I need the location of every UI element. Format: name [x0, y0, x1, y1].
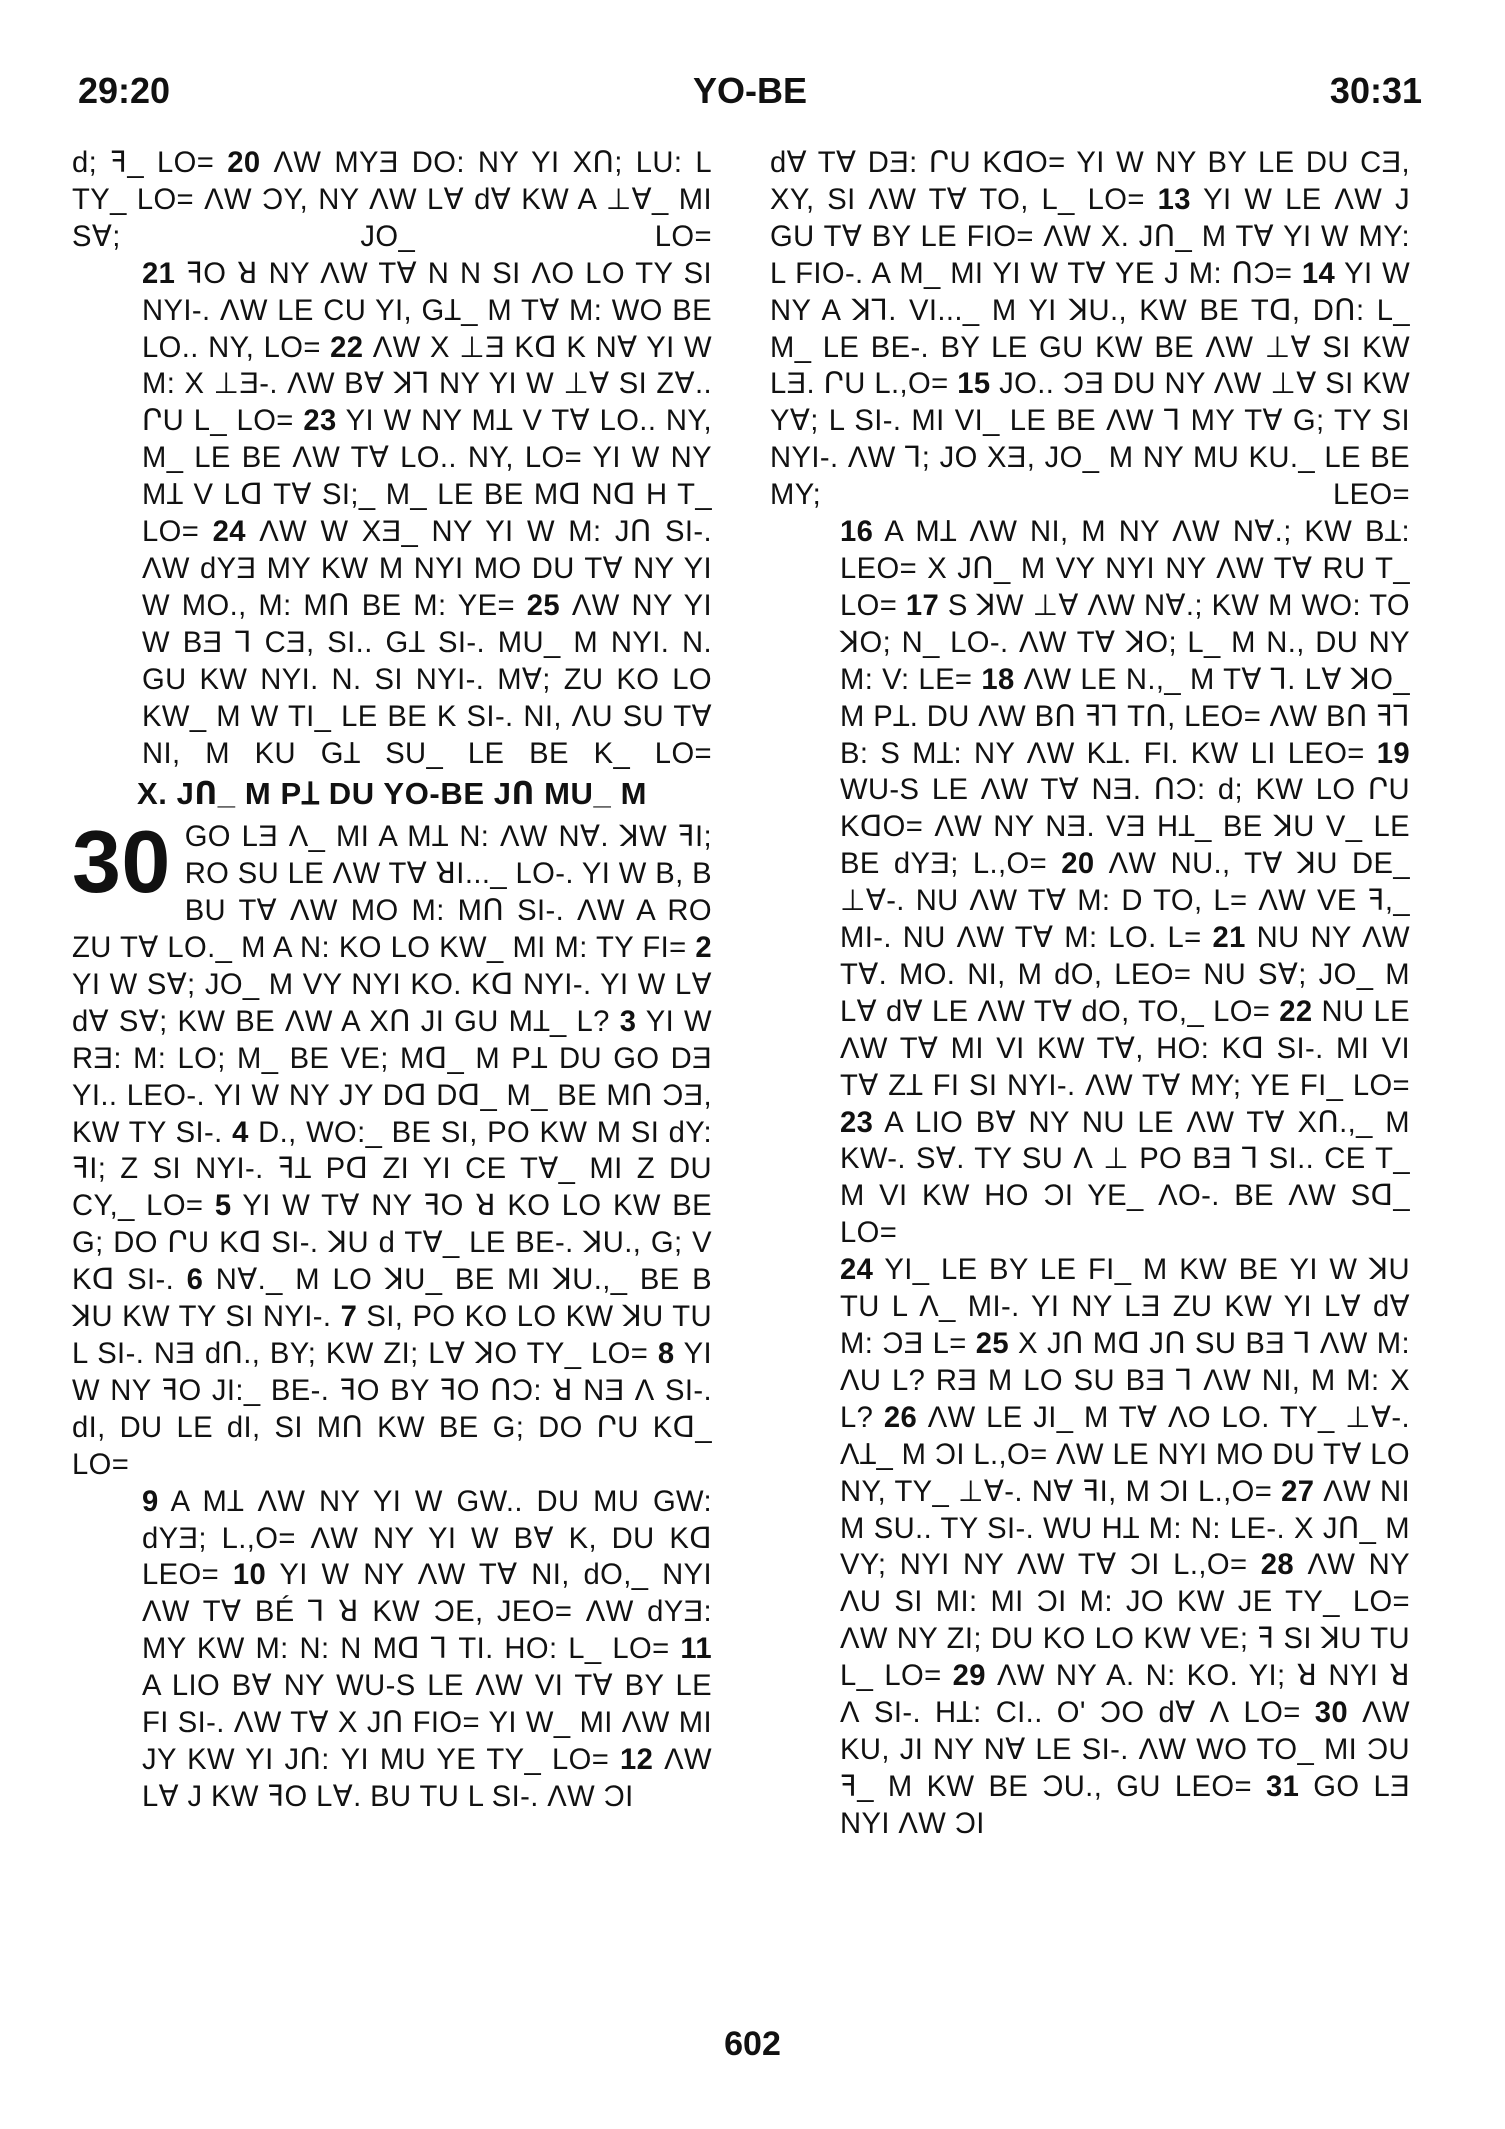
paragraph: [72, 256, 712, 773]
header-left-reference: 29:20: [78, 70, 171, 111]
verse-text: YI W NY ꟻO JI:_ BE-. ꟻO BY ꟻO ՈƆ: ꓤ NƎ Ʌ SI-. dI, DU LE dI, SI MՈ KW BE G; DO ՐU Kꓷ_ LO=: [72, 1338, 712, 1481]
verse-text: ɅW NY YI W BƎ ꓶ CƎ, SI.. GꞱ SI-. MU_ M NYI. N. GU KW NYI. N. SI NYI-. MⱯ; ZU KO LO KW_ M W TI_ LE BE K SI-. NI, ɅU SU TⱯ NI, M KU GꞱ SU_ LE BE K_ LO=: [142, 589, 712, 770]
chapter-number: 30: [72, 812, 171, 912]
right-column: [770, 145, 1410, 1843]
verse-number: 27: [1281, 1475, 1315, 1508]
verse-number: 18: [981, 663, 1015, 696]
left-column: [72, 145, 712, 1816]
verse-number: 11: [680, 1633, 712, 1666]
verse-text: ɅW W XƎ_ NY YI W M: JՈ SI-. ɅW dYƎ MY KW M NYI MO DU TⱯ NY YI W MO., M: MՈ BE M: YE=: [142, 516, 713, 622]
paragraph: [770, 145, 1410, 514]
header-book-title: YO-BE: [692, 70, 807, 111]
verse-number: 20: [227, 147, 261, 179]
paragraph: [72, 1484, 712, 1816]
verse-text: GO LƎ Ʌ_ MI A MꞱ N: ɅW NⱯ. ꓘW ꟻI; RO SU LE ɅW TⱯ ꓤI..._ LO-. YI W B, B BU TⱯ ɅW MO M: MՈ SI-. ɅW A RO ZU TⱯ LO._ M A N: KO LO KW_ MI M: TY FI=: [72, 821, 712, 965]
verse-text: YI W LE ɅW J GU TⱯ BY LE FIO= ɅW X. JՈ_ M TⱯ YI W MY: L FIO-. A M_ MI YI W TⱯ YE J M: ՈƆ=: [770, 183, 1411, 290]
verse-text: ɅW LE JI_ M TⱯ ɅO LO. TY_ ⊥Ɐ-. ɅꞱ_ M ƆI L.,O= ɅW LE NYI MO DU TⱯ LO NY, TY_ ⊥Ɐ-. NⱯ ꟻI, M ƆI L.,O=: [840, 1401, 1410, 1508]
verse-text: ꟻO ꓤ NY ɅW TⱯ N N SI ɅO LO TY SI NYI-. ɅW LE CU YI, GꞱ_ M TⱯ M: WO BE LO.. NY, LO=: [142, 257, 712, 364]
verse-number: 22: [330, 331, 364, 364]
verse-text: D., WO:_ BE SI, PO KW M SI dY: ꟻI; Z SI NYI-. ꟻꞱ Pꓷ ZI YI CE TⱯ_ MI Z DU CY,_ LO=: [72, 1116, 713, 1223]
verse-number: 30: [1314, 1697, 1349, 1730]
verse-text: ɅW KU, JI NY NⱯ LE SI-. ɅW WO TO_ MI ƆU ꟻ_ M KW BE ƆU., GU LEO=: [840, 1697, 1410, 1803]
verse-text: ɅW LⱯ J KW ꟻO LⱯ. BU TU L SI-. ɅW ƆI: [142, 1743, 712, 1813]
verse-number: 19: [1376, 737, 1410, 770]
paragraph: [770, 1252, 1410, 1843]
verse-text: NU LE ɅW TⱯ MI VI KW TⱯ, HO: Kꓷ SI-. MI VI TⱯ ZꞱ FI SI NYI-. ɅW TⱯ MY; YE FI_ LO=: [840, 995, 1410, 1102]
paragraph: [72, 812, 713, 1483]
verse-number: 21: [1212, 922, 1246, 955]
verse-text: dⱯ TⱯ DƎ: ՐU KꓷO= YI W NY BY LE DU CƎ, XY, SI ɅW TⱯ TO, L_ LO=: [770, 147, 1410, 216]
verse-text: d; ꟻ_ LO=: [72, 147, 215, 179]
verse-number: 16: [840, 516, 874, 549]
verse-number: 8: [657, 1338, 675, 1370]
verse-text: ɅW X ⊥Ǝ Kꓷ K NⱯ YI W M: X ⊥Ǝ-. ɅW BⱯ ꓘꓶ NY YI W ⊥Ɐ SI ZⱯ.. ՐU L_ LO=: [142, 331, 712, 438]
header-right-reference: 30:31: [1329, 70, 1422, 111]
verse-text: SI, PO KO LO KW ꓘU TU L SI-. NƎ dՈ., BY; KW ZI; LⱯ ꓘO TY_ LO=: [72, 1301, 712, 1370]
verse-text: A MꞱ ɅW NY YI W GW.. DU MU GW: dYƎ; L.,O= ɅW NY YI W BⱯ K, DU Kꓷ LEO=: [142, 1485, 712, 1592]
verse-text: ɅW NI M SU.. TY SI-. WU HꞱ M: N: LE-. X JՈ_ M VY; NYI NY ɅW TⱯ ƆI L.,O=: [840, 1475, 1410, 1582]
verse-text: GO LƎ NYI ɅW ƆI: [840, 1770, 1411, 1840]
verse-number: 26: [883, 1401, 918, 1434]
verse-number: 22: [1279, 995, 1313, 1028]
verse-text: ɅW LE N.,_ M TⱯ ꓶ. LⱯ ꓘO_ M PꞱ. DU ɅW BՈ ꟻꓶ TՈ, LEO= ɅW BՈ ꟻꓶ B: S MꞱ: NY ɅW KꞱ. FI. KW LI LEO=: [840, 663, 1411, 770]
verse-number: 12: [620, 1743, 654, 1776]
verse-text: ɅW MYƎ DO: NY YI XՈ; LU: L TY_ LO= ɅW ƆY, NY ɅW LⱯ dⱯ KW A ⊥Ɐ_ MI SⱯ; JO_ LO=: [72, 147, 712, 253]
verse-text: ɅW NY A. N: KO. YI; ꓤ NYI ꓤ Ʌ SI-. HꞱ: CI.. O' ƆO dⱯ Ʌ LO=: [840, 1660, 1410, 1730]
verse-text: X JՈ Mꓷ JՈ SU BƎ ꓶ ɅW M: ɅU L? RƎ M LO SU BƎ ꓶ ɅW NI, M M: X L?: [840, 1328, 1410, 1434]
verse-number: 6: [186, 1264, 204, 1297]
section-heading: X. JՈ_ M PꞱ DU YO-BE JՈ MU_ M: [136, 776, 648, 812]
verse-number: 4: [232, 1116, 249, 1149]
verse-number: 21: [142, 257, 176, 290]
verse-number: 29: [952, 1660, 986, 1693]
verse-text: A MꞱ ɅW NI, M NY ɅW NⱯ.; KW BꞱ: LEO= X JՈ_ M VY NYI NY ɅW TⱯ RU T_ LO=: [840, 516, 1410, 622]
verse-number: 23: [840, 1106, 874, 1139]
verse-number: 3: [619, 1005, 637, 1038]
verse-number: 25: [526, 589, 561, 622]
verse-number: 15: [957, 368, 991, 401]
verse-number: 24: [840, 1254, 874, 1287]
verse-number: 28: [1260, 1549, 1295, 1582]
verse-number: 5: [214, 1190, 232, 1223]
verse-text: YI W RƎ: M: LO; M_ BE VE; Mꓷ_ M PꞱ DU GO DƎ YI.. LEO-. YI W NY JY Dꓷ Dꓷ_ M_ BE MՈ ƆƎ, KW TY SI-.: [72, 1005, 712, 1149]
verse-text: YI_ LE BY LE FI_ M KW BE YI W ꓘU TU L Ʌ_ MI-. YI NY LƎ ZU KW YI LⱯ dⱯ M: ƆƎ L=: [840, 1254, 1411, 1360]
verse-text: NU NY ɅW TⱯ. MO. NI, M dO, LEO= NU SⱯ; JO_ M LⱯ dⱯ LE ɅW TⱯ dO, TO,_ LO=: [840, 922, 1410, 1028]
verse-number: 23: [303, 405, 337, 438]
verse-text: A LIO BⱯ NY WU-S LE ɅW VI TⱯ BY LE FI SI-. ɅW TⱯ X JՈ FIO= YI W_ MI ɅW MI JY KW YI JՈ: YI MU YE TY_ LO=: [142, 1670, 712, 1776]
verse-number: 25: [975, 1328, 1010, 1360]
page-number: 602: [724, 2025, 781, 2063]
verse-number: 31: [1265, 1770, 1300, 1803]
verse-number: 9: [142, 1485, 159, 1518]
verse-number: 7: [340, 1301, 358, 1334]
verse-text: JO.. ƆƎ DU NY ɅW ⊥Ɐ SI KW YⱯ; L SI-. MI VI_ LE BE ɅW ꓶ MY TⱯ G; TY SI NYI-. ɅW ꓶ; JO XƎ, JO_ M NY MU KU._ LE BE MY; LEO=: [770, 368, 1411, 512]
page-header: [70, 70, 1430, 120]
verse-text: YI W NY ɅW TⱯ NI, dO,_ NYI ɅW TⱯ BÉ ꓶ ꓤ KW ƆE, JEO= ɅW dYƎ: MY KW M: N: N Mꓷ ꓶ TI. HO: L_ LO=: [142, 1559, 713, 1666]
verse-number: 10: [232, 1559, 267, 1592]
verse-number: 14: [1301, 257, 1336, 290]
verse-text: A LIO BⱯ NY NU LE ɅW TⱯ XՈ.,_ M KW-. SⱯ. TY SU Ʌ ⊥ PO BƎ ꓶ SI.. CE T_ M VI KW HO ƆI YE_ ɅO-. BE ɅW Sꓷ_ LO=: [840, 1106, 1410, 1250]
verse-number: 20: [1061, 848, 1095, 881]
verse-number: 13: [1157, 183, 1191, 216]
paragraph: [72, 145, 712, 256]
verse-number: 2: [695, 932, 712, 965]
verse-text: YI W NY MꞱ V TⱯ LO.. NY, M_ LE BE ɅW TⱯ LO.. NY, LO= YI W NY MꞱ V Lꓷ TⱯ SI;_ M_ LE BE Mꓷ Nꓷ H T_ LO=: [142, 405, 713, 549]
verse-text: WU-S LE ɅW TⱯ NƎ. ՈƆ: d; KW LO ՐU KꓷO= ɅW NY NƎ. VƎ HꞱ_ BE ꓘU V_ LE BE dYƎ; L.,O=: [840, 774, 1410, 881]
verse-number: 24: [212, 516, 246, 549]
verse-text: YI W SⱯ; JO_ M VY NYI KO. Kꓷ NYI-. YI W LⱯ dⱯ SⱯ; KW BE ɅW A XՈ JI GU MꞱ_ L?: [72, 968, 712, 1038]
verse-number: 17: [905, 589, 940, 622]
verse-text: YI W NY A ꓘꓶ. VI..._ M YI ꓘU., KW BE Tꓷ, DՈ: L_ M_ LE BE-. BY LE GU KW BE ɅW ⊥Ɐ SI KW LƎ. ՐU L.,O=: [770, 257, 1411, 401]
paragraph: [770, 514, 1410, 1252]
verse-text: ɅW NU., TⱯ ꓘU DE_ ⊥Ɐ-. NU ɅW TⱯ M: D TO, L= ɅW VE ꟻ,_ MI-. NU ɅW TⱯ M: LO. L=: [840, 848, 1411, 955]
verse-text: S ꓘW ⊥Ɐ ɅW NⱯ.; KW M WO: TO ꓘO; N_ LO-. ɅW TⱯ ꓘO; L_ M N., DU NY M: V: LE=: [840, 589, 1411, 696]
verse-text: ɅW NY ɅU SI MI: MI ƆI M: JO KW JE TY_ LO= ɅW NY ZI; DU KO LO KW VE; ꟻ SI ꓘU TU L_ LO=: [840, 1549, 1411, 1693]
verse-text: NⱯ._ M LO ꓘU_ BE MI ꓘU.,_ BE B ꓘU KW TY SI NYI-.: [72, 1264, 712, 1334]
verse-text: YI W TⱯ NY ꟻO ꓤ KO LO KW BE G; DO ՐU Kꓷ SI-. ꓘU d TⱯ_ LE BE-. ꓘU., G; V Kꓷ SI-.: [72, 1190, 713, 1297]
